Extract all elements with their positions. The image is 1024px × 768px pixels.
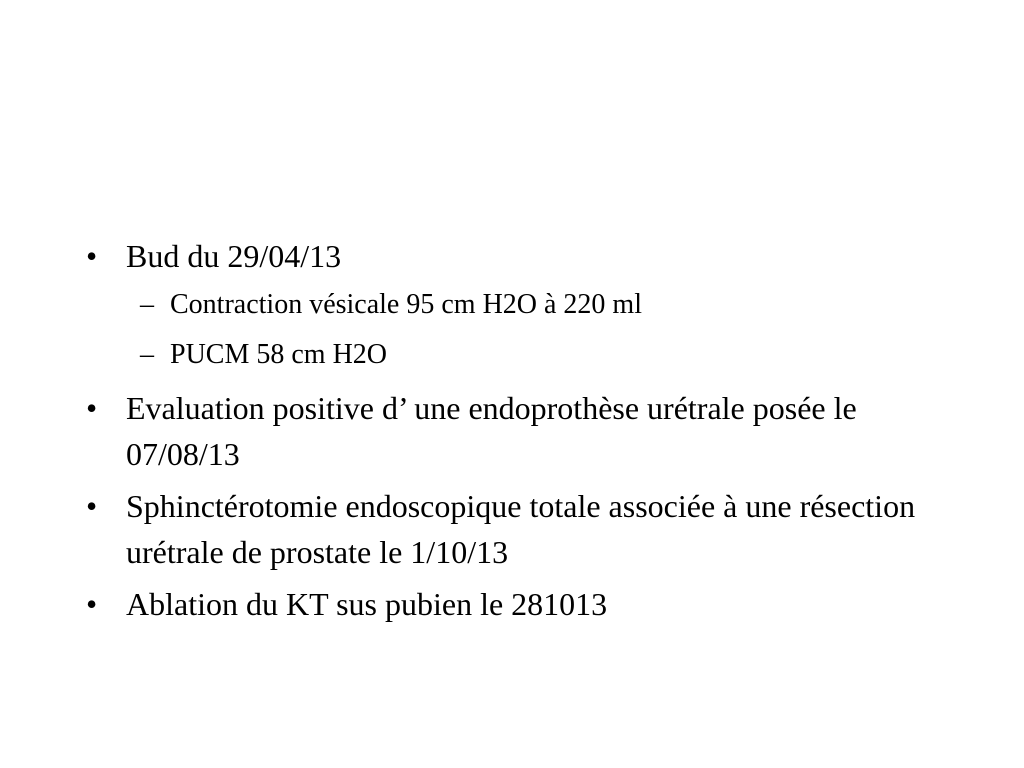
bullet-text: Evaluation positive d’ une endoprothèse urétrale posée le 07/08/13: [126, 390, 857, 472]
bullet-marker: •: [86, 488, 98, 524]
bullet-list: [86, 233, 946, 633]
bullet-text: Sphinctérotomie endoscopique totale associée à une résection urétrale de prostate le 1/10/13: [126, 488, 916, 570]
bullet-text: Bud du 29/04/13: [126, 238, 342, 274]
sub-bullet-text: PUCM 58 cm H2O: [170, 339, 388, 370]
sub-bullet-item: [86, 335, 946, 375]
sub-bullet-item: [86, 285, 946, 325]
bullet-item: [86, 233, 946, 279]
bullet-marker: •: [86, 238, 98, 274]
dash-marker: –: [140, 289, 154, 320]
bullet-item: [86, 581, 946, 627]
dash-marker: –: [140, 339, 154, 370]
bullet-marker: •: [86, 390, 98, 426]
bullet-item: [86, 385, 946, 477]
bullet-item: [86, 483, 946, 575]
sub-bullet-text: Contraction vésicale 95 cm H2O à 220 ml: [170, 289, 642, 320]
bullet-text: Ablation du KT sus pubien le 281013: [126, 586, 608, 622]
bullet-marker: •: [86, 586, 98, 622]
